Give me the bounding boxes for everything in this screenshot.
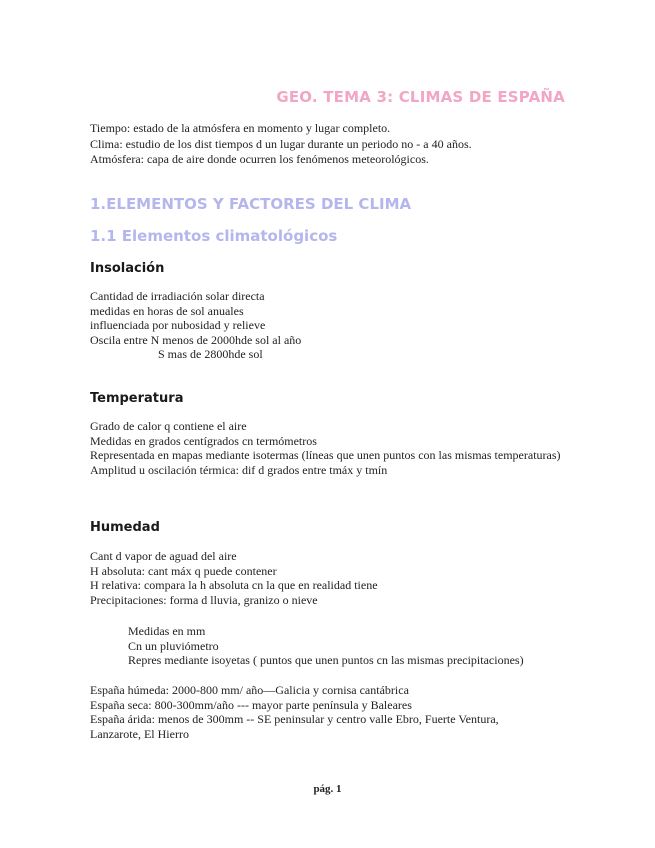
temperatura-line: Grado de calor q contiene el aire: [90, 419, 247, 433]
temperatura-text: [90, 419, 570, 477]
spain-zone-line: España árida: menos de 300mm -- SE peninsular y centro valle Ebro, Fuerte Ventura, Lanzarote, El Hierro: [90, 712, 499, 741]
humedad-indented-line: Repres mediante isoyetas ( puntos que unen puntos cn las mismas precipitaciones): [128, 653, 524, 667]
insolacion-text: [90, 289, 570, 362]
definition-tiempo: Tiempo: estado de la atmósfera en momento y lugar completo.: [90, 121, 391, 135]
insolacion-line: medidas en horas de sol anuales: [90, 303, 244, 318]
temperatura-line: Medidas en grados centígrados cn termómetros: [90, 433, 317, 448]
spain-zone-line: España húmeda: 2000-800 mm/ año—Galicia y cornisa cantábrica: [90, 683, 409, 697]
humedad-text: [90, 549, 570, 607]
temperatura-line: Representada en mapas mediante isotermas (líneas que unen puntos con las mismas temperaturas): [90, 448, 561, 462]
insolacion-line: S mas de 2800hde sol: [158, 347, 263, 361]
section-heading: 1.ELEMENTOS Y FACTORES DEL CLIMA: [90, 195, 412, 213]
temperatura-line: Amplitud u oscilación térmica: dif d grados entre tmáx y tmín: [90, 462, 388, 477]
humedad-indented-line: Cn un pluviómetro: [128, 638, 219, 653]
insolacion-line: Oscila entre N menos de 2000hde sol al año: [90, 332, 302, 347]
humedad-heading: Humedad: [90, 520, 160, 535]
subsection-heading: 1.1 Elementos climatológicos: [90, 227, 338, 245]
document-title: GEO. TEMA 3: CLIMAS DE ESPAÑA: [276, 88, 565, 106]
insolacion-heading: Insolación: [90, 261, 165, 276]
definition-clima: Clima: estudio de los dist tiempos d un lugar durante un periodo no - a 40 años.: [90, 136, 472, 151]
humedad-measurement: [90, 624, 610, 668]
insolacion-line: Cantidad de irradiación solar directa: [90, 289, 265, 303]
humedad-line: H absoluta: cant máx q puede contener: [90, 563, 277, 578]
spain-zone-line: España seca: 800-300mm/año --- mayor parte península y Baleares: [90, 697, 412, 712]
humedad-line: Cant d vapor de aguad del aire: [90, 549, 237, 563]
humedad-line: Precipitaciones: forma d lluvia, granizo o nieve: [90, 592, 318, 607]
humedad-line: H relativa: compara la h absoluta cn la que en realidad tiene: [90, 578, 378, 592]
humedad-indented-line: Medidas en mm: [128, 624, 206, 638]
insolacion-line: influenciada por nubosidad y relieve: [90, 318, 266, 332]
temperatura-heading: Temperatura: [90, 391, 184, 406]
intro-definitions: [90, 121, 590, 168]
page-number: pág. 1: [313, 783, 342, 795]
spain-humidity-zones: [90, 683, 550, 741]
definition-atmosfera: Atmósfera: capa de aire donde ocurren los fenómenos meteorológicos.: [90, 152, 429, 166]
